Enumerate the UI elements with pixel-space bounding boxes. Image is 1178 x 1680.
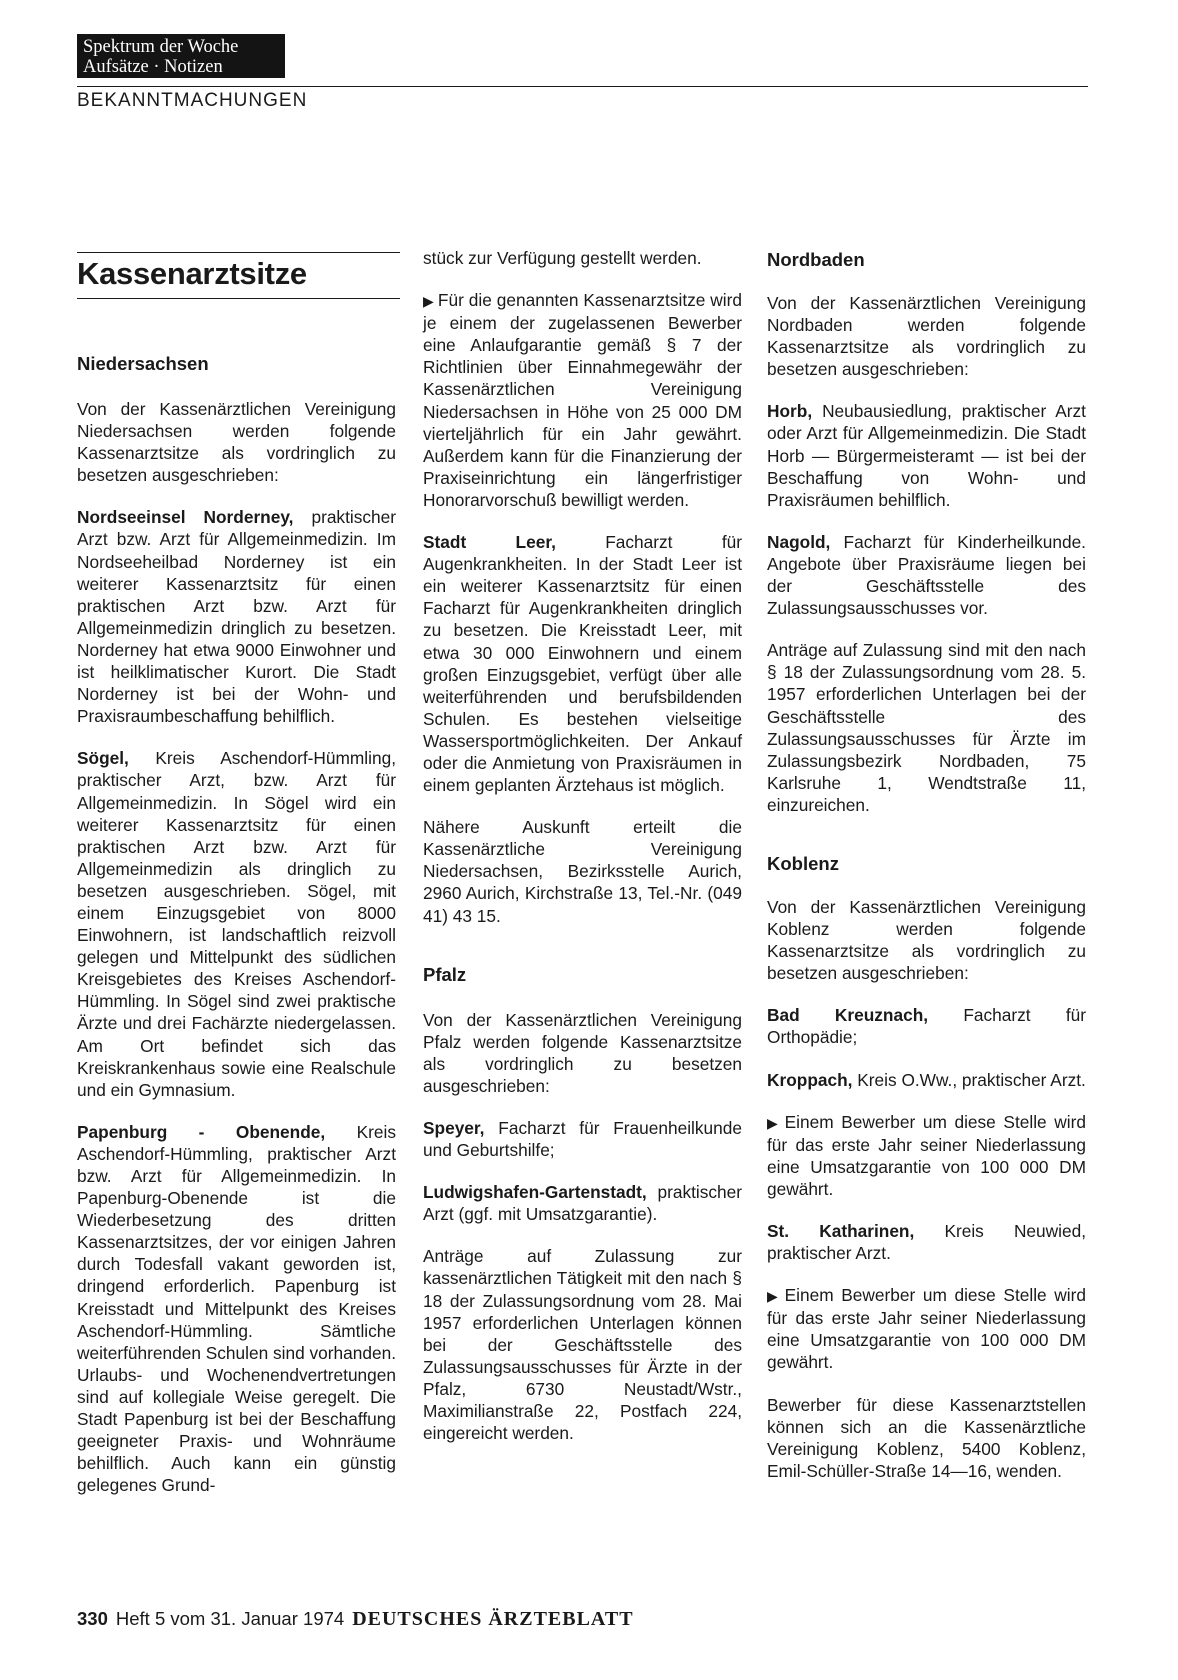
paragraph: Nähere Auskunft erteilt die Kassenärztliche Vereinigung Niedersachsen, Bezirksstelle Aurich, 2960 Aurich, Kirchstraße 13, Tel.-Nr. (049 41) 43 15. — [423, 817, 742, 926]
triangle-bullet-icon: ▶ — [423, 293, 434, 310]
paragraph: Sögel, Kreis Aschendorf-Hümmling, praktischer Arzt, bzw. Arzt für Allgemeinmedizin. In Sögel wird ein weiterer Kassenarztsitz für einen praktischen Arzt bzw. Arzt für Allgemeinmedizin als dringlich zu besetzen ausgeschrieben. Sögel, mit einem Einzugsgebiet von 8000 Einwohnern, ist landschaftlich reizvoll gelegen und Mittelpunkt des südlichen Kreisgebietes des Kreises Aschendorf-Hümmling. In Sögel sind zwei praktische Ärzte und drei Fachärzte niedergelassen. Am Ort befindet sich das Kreiskrankenhaus sowie eine Realschule und ein Gymnasium. — [77, 748, 396, 1100]
issue-info: Heft 5 vom 31. Januar 1974 — [115, 1608, 345, 1629]
paragraph: Speyer, Facharzt für Frauenheilkunde und Geburtshilfe; — [423, 1118, 742, 1161]
entry-lead: St. Katharinen, — [767, 1221, 915, 1241]
paragraph: Papenburg - Obenende, Kreis Aschendorf-Hümmling, praktischer Arzt bzw. Arzt für Allgemeinmedizin. In Papenburg-Obenende ist die Wiederbesetzung des dritten Kassenarztsitzes, der vor einigen Jahren durch Todesfall vakant geworden ist, dringend erforderlich. Papenburg ist Kreisstadt und Mittelpunkt des Kreises Aschendorf-Hümmling. Sämtliche weiterführenden Schulen sind vorhanden. Urlaubs- und Wochenendvertretungen sind auf kollegiale Weise geregelt. Die Stadt Papenburg ist bei der Beschaffung geeigneter Praxis- und Wohnräume behilflich. Auch kann ein günstig gelegenes Grund- — [77, 1121, 396, 1496]
column-1 — [77, 352, 396, 1496]
paragraph: ▶ Einem Bewerber um diese Stelle wird für das erste Jahr seiner Niederlassung eine Umsatzgarantie von 100 000 DM gewährt. — [767, 1111, 1086, 1199]
paragraph: ▶ Für die genannten Kassenarztsitze wird je einem der zugelassenen Bewerber eine Anlaufgarantie gemäß § 7 der Richtlinien über Einnahmegewähr der Kassenärztlichen Vereinigung Niedersachsen in Höhe von 25 000 DM vierteljährlich für ein Jahr gewährt. Außerdem kann für die Finanzierung der Praxiseinrichtung ein längerfristiger Honorarvorschuß bewilligt werden. — [423, 290, 742, 510]
page-footer — [77, 1608, 634, 1631]
paragraph: Anträge auf Zulassung zur kassenärztlichen Tätigkeit mit den nach § 18 der Zulassungsordnung vom 28. Mai 1957 erforderlichen Unterlagen können bei der Geschäftsstelle des Zulassungsausschusses für Ärzte in der Pfalz, 6730 Neustadt/Wstr., Maximilianstraße 22, Postfach 224, eingereicht werden. — [423, 1246, 742, 1444]
paragraph: Anträge auf Zulassung sind mit den nach § 18 der Zulassungsordnung vom 28. 5. 1957 erforderlichen Unterlagen bei der Geschäftsstelle des Zulassungsausschusses für Ärzte im Zulassungsbezirk Nordbaden, 75 Karlsruhe 1, Wendtstraße 11, einzureichen. — [767, 640, 1086, 815]
entry-lead: Bad Kreuznach, — [767, 1005, 929, 1026]
entry-lead: Ludwigshafen-Gartenstadt, — [423, 1182, 647, 1203]
paragraph: Von der Kassenärztlichen Vereinigung Koblenz werden folgende Kassenarztsitze als vordringlich zu besetzen ausgeschrieben: — [767, 896, 1086, 984]
paragraph: Nagold, Facharzt für Kinderheilkunde. Angebote über Praxisräume liegen bei der Geschäftsstelle des Zulassungsausschusses vor. — [767, 531, 1086, 619]
entry-lead: Sögel, — [77, 748, 129, 769]
heading-niedersachsen: Niedersachsen — [77, 353, 209, 374]
heading-koblenz: Koblenz — [767, 852, 839, 874]
paragraph: St. Katharinen, Kreis Neuwied, praktischer Arzt. — [767, 1221, 1086, 1264]
section-label: BEKANNTMACHUNGEN — [77, 90, 308, 111]
paragraph: Bewerber für diese Kassenarztstellen können sich an die Kassenärztliche Vereinigung Koblenz, 5400 Koblenz, Emil-Schüller-Straße 14—16, wenden. — [767, 1394, 1086, 1481]
title-rule-bottom — [77, 298, 400, 299]
paragraph: Bad Kreuznach, Facharzt für Orthopädie; — [767, 1005, 1086, 1048]
paragraph: Von der Kassenärztlichen Vereinigung Niedersachsen werden folgende Kassenarztsitze als vordringlich zu besetzen ausgeschrieben: — [77, 399, 396, 486]
triangle-bullet-icon: ▶ — [767, 1288, 781, 1305]
paragraph: Von der Kassenärztlichen Vereinigung Nordbaden werden folgende Kassenarztsitze als vordringlich zu besetzen ausgeschrieben: — [767, 293, 1086, 380]
section-badge — [77, 34, 285, 78]
paragraph: ▶ Einem Bewerber um diese Stelle wird für das erste Jahr seiner Niederlassung eine Umsatzgarantie von 100 000 DM gewährt. — [767, 1285, 1086, 1373]
journal-name: DEUTSCHES ÄRZTEBLATT — [352, 1608, 634, 1630]
triangle-bullet-icon: ▶ — [767, 1114, 781, 1131]
paragraph: stück zur Verfügung gestellt werden. — [423, 248, 702, 268]
entry-lead: Nagold, — [767, 531, 831, 552]
page-number: 330 — [77, 1608, 108, 1629]
column-2 — [423, 247, 742, 1444]
heading-nordbaden: Nordbaden — [767, 249, 865, 270]
heading-pfalz: Pfalz — [423, 963, 467, 985]
entry-lead: Stadt Leer, — [423, 532, 556, 553]
paragraph: Kroppach, Kreis O.Ww., praktischer Arzt. — [767, 1069, 1086, 1090]
header-rule — [77, 86, 1088, 87]
paragraph: Nordseeinsel Norderney, praktischer Arzt bzw. Arzt für Allgemeinmedizin. Im Nordseeheilbad Norderney ist ein weiterer Kassenarztsitz für einen praktischen Arzt bzw. Arzt für Allgemeinmedizin dringlich zu besetzen. Norderney hat etwa 9000 Einwohner und ist heilklimatischer Kurort. Die Stadt Norderney ist bei der Wohn- und Praxisraumbeschaffung behilflich. — [77, 507, 396, 727]
paragraph: Horb, Neubausiedlung, praktischer Arzt oder Arzt für Allgemeinmedizin. Die Stadt Horb — Bürgermeisteramt — ist bei der Beschaffung von Wohn- und Praxisräumen behilflich. — [767, 401, 1086, 510]
section-badge-line2: Aufsätze · Notizen — [83, 57, 223, 77]
entry-lead: Speyer, — [423, 1118, 485, 1138]
article-title: Kassenarztsitze — [77, 256, 307, 291]
section-badge-line1: Spektrum der Woche — [83, 37, 239, 57]
title-rule-top — [77, 252, 400, 253]
paragraph: Von der Kassenärztlichen Vereinigung Pfalz werden folgende Kassenarztsitze als vordringlich zu besetzen ausgeschrieben: — [423, 1009, 742, 1096]
entry-lead: Papenburg - Obenende, — [77, 1121, 326, 1142]
entry-lead: Horb, — [767, 401, 813, 422]
paragraph: Stadt Leer, Facharzt für Augenkrankheiten. In der Stadt Leer ist ein weiterer Kassenarztsitz für einen Facharzt für Augenkrankheiten dringlich zu besetzen. Die Kreisstadt Leer, mit etwa 30 000 Einwohnern und einem großen Einzugsgebiet, verfügt über alle weiterführenden und berufsbildenden Schulen. Es bestehen vielseitige Wassersportmöglichkeiten. Der Ankauf oder die Anmietung von Praxisräumen in einem geplanten Ärztehaus ist möglich. — [423, 532, 742, 796]
entry-lead: Nordseeinsel Norderney, — [77, 507, 294, 528]
column-3 — [767, 248, 1086, 1482]
paragraph: Ludwigshafen-Gartenstadt, praktischer Arzt (ggf. mit Umsatzgarantie). — [423, 1182, 742, 1225]
entry-lead: Kroppach, — [767, 1069, 853, 1090]
